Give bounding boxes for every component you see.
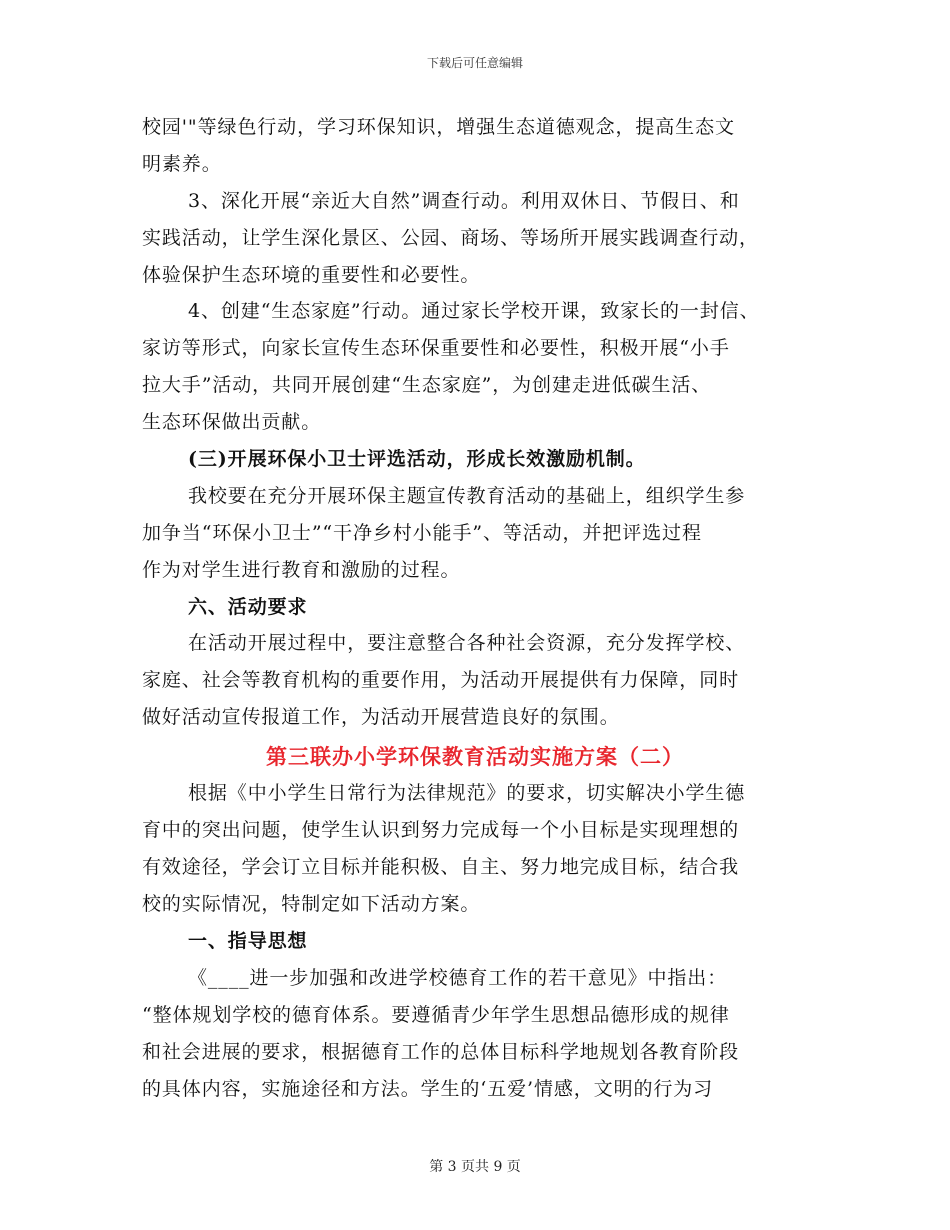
- paragraph-line: 根据《中小学生日常行为法律规范》的要求，切实解决小学生德: [188, 782, 746, 804]
- paragraph-line: 生态环保做出贡献。: [142, 411, 322, 433]
- page-number-footer: 第 3 页共 9 页: [429, 1159, 521, 1175]
- paragraph-line: 在活动开展过程中，要注意整合各种社会资源，充分发挥学校、: [188, 632, 746, 654]
- document-title: 第三联办小学环保教育活动实施方案（二）: [266, 744, 684, 769]
- paragraph-line: 育中的突出问题，使学生认识到努力完成每一个小目标是实现理想的: [142, 819, 740, 841]
- paragraph-line: 加争当“环保小卫士”“干净乡村小能手”、等活动，并把评选过程: [142, 522, 702, 544]
- paragraph-line: 家庭、社会等教育机构的重要作用，为活动开展提供有力保障，同时: [142, 669, 740, 691]
- paragraph-line: 有效途径，学会订立目标并能积极、自主、努力地完成目标，结合我: [142, 856, 740, 878]
- paragraph-line: 校园'"等绿色行动，学习环保知识，增强生态道德观念，提高生态文: [142, 116, 735, 138]
- paragraph-line: 明素养。: [142, 153, 222, 175]
- page-header-note: 下载后可任意编辑: [426, 56, 523, 70]
- paragraph-line: 作为对学生进行教育和激励的过程。: [142, 559, 461, 581]
- section-heading: 一、指导思想: [188, 930, 308, 952]
- paragraph-line: 家访等形式，向家长宣传生态环保重要性和必要性，积极开展“小手: [142, 337, 730, 359]
- paragraph-line: “整体规划学校的德育体系。要遵循青少年学生思想品德形成的规律: [142, 1004, 730, 1026]
- paragraph-line: 3、深化开展“亲近大自然”调查行动。利用双休日、节假日、和: [188, 190, 740, 212]
- paragraph-line: 的具体内容，实施途径和方法。学生的‘五爱’情感，文明的行为习: [142, 1078, 714, 1100]
- paragraph-line: 拉大手”活动，共同开展创建“生态家庭”，为创建走进低碳生活、: [142, 374, 712, 396]
- paragraph-line: 我校要在充分开展环保主题宣传教育活动的基础上，组织学生参: [188, 485, 746, 507]
- paragraph-line: 实践活动，让学生深化景区、公园、商场、等场所开展实践调查行动，: [142, 227, 759, 249]
- section-heading: 六、活动要求: [188, 596, 308, 618]
- paragraph-line: 《____进一步加强和改进学校德育工作的若干意见》中指出：: [188, 967, 728, 989]
- paragraph-line: 校的实际情况，特制定如下活动方案。: [142, 893, 481, 915]
- paragraph-line: 和社会进展的要求，根据德育工作的总体目标科学地规划各教育阶段: [142, 1041, 740, 1063]
- paragraph-line: 做好活动宣传报道工作，为活动开展营造良好的氛围。: [142, 706, 620, 728]
- paragraph-line: 体验保护生态环境的重要性和必要性。: [142, 264, 481, 286]
- paragraph-line: 4、创建“生态家庭”行动。通过家长学校开课，致家长的一封信、: [188, 300, 760, 322]
- section-heading: (三)开展环保小卫士评选活动，形成长效激励机制。: [188, 448, 646, 470]
